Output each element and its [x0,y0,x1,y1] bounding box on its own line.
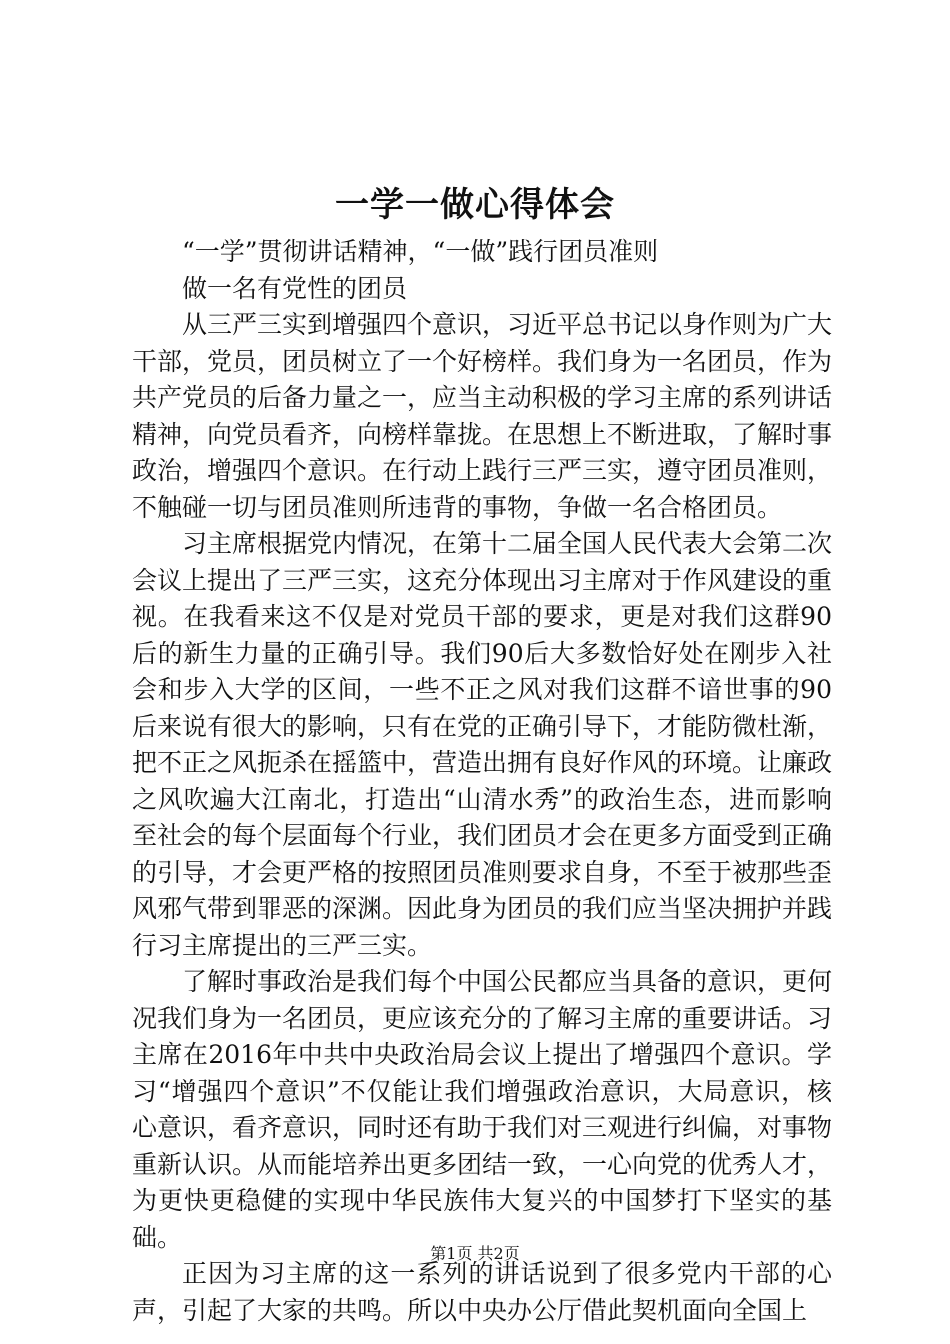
body-paragraph: 从三严三实到增强四个意识，习近平总书记以身作则为广大干部，党员，团员树立了一个好榜样。我们身为一名团员，作为共产党员的后备力量之一，应当主动积极的学习主席的系列讲话精神，向党员看齐，向榜样靠拢。在思想上不断进取，了解时事政治，增强四个意识。在行动上践行三严三实，遵守团员准则，不触碰一切与团员准则所违背的事物，争做一名合格团员。 [132,310,833,522]
body-paragraph: 习主席根据党内情况，在第十二届全国人民代表大会第二次会议上提出了三严三实，这充分体现出习主席对于作风建设的重视。在我看来这不仅是对党员干部的要求，更是对我们这群90后的新生力量的正确引导。我们90后大多数恰好处在刚步入社会和步入大学的区间，一些不正之风对我们这群不谙世事的90后来说有很大的影响，只有在党的正确引导下，才能防微杜渐，把不正之风扼杀在摇篮中，营造出拥有良好作风的环境。让廉政之风吹遍大江南北，打造出“山清水秀”的政治生态，进而影响至社会的每个层面每个行业，我们团员才会在更多方面受到正确的引导，才会更严格的按照团员准则要求自身，不至于被那些歪风邪气带到罪恶的深渊。因此身为团员的我们应当坚决拥护并践行习主席提出的三严三实。 [132,529,833,960]
page-indicator: 第1页 共2页 [430,1244,520,1263]
document-title: 一学一做心得体会 [335,185,615,225]
subtitle-line: “一学”贯彻讲话精神，“一做”践行团员准则 [182,237,659,266]
document-body [132,234,832,1329]
body-paragraph: 了解时事政治是我们每个中国公民都应当具备的意识，更何况我们身为一名团员，更应该充分的了解习主席的重要讲话。习主席在2016年中共中央政治局会议上提出了增强四个意识。学习“增强四个意识”不仅能让我们增强政治意识，大局意识，核心意识，看齐意识，同时还有助于我们对三观进行纠偏，对事物重新认识。从而能培养出更多团结一致，一心向党的优秀人才，为更快更稳健的实现中华民族伟大复兴的中国梦打下坚实的基础。 [132,967,833,1252]
body-paragraph: 正因为习主席的这一系列的讲话说到了很多党内干部的心声，引起了大家的共鸣。所以中央办公厅借此契机面向全国上 [132,1259,832,1325]
subtitle-line-2: 做一名有党性的团员 [182,273,408,303]
